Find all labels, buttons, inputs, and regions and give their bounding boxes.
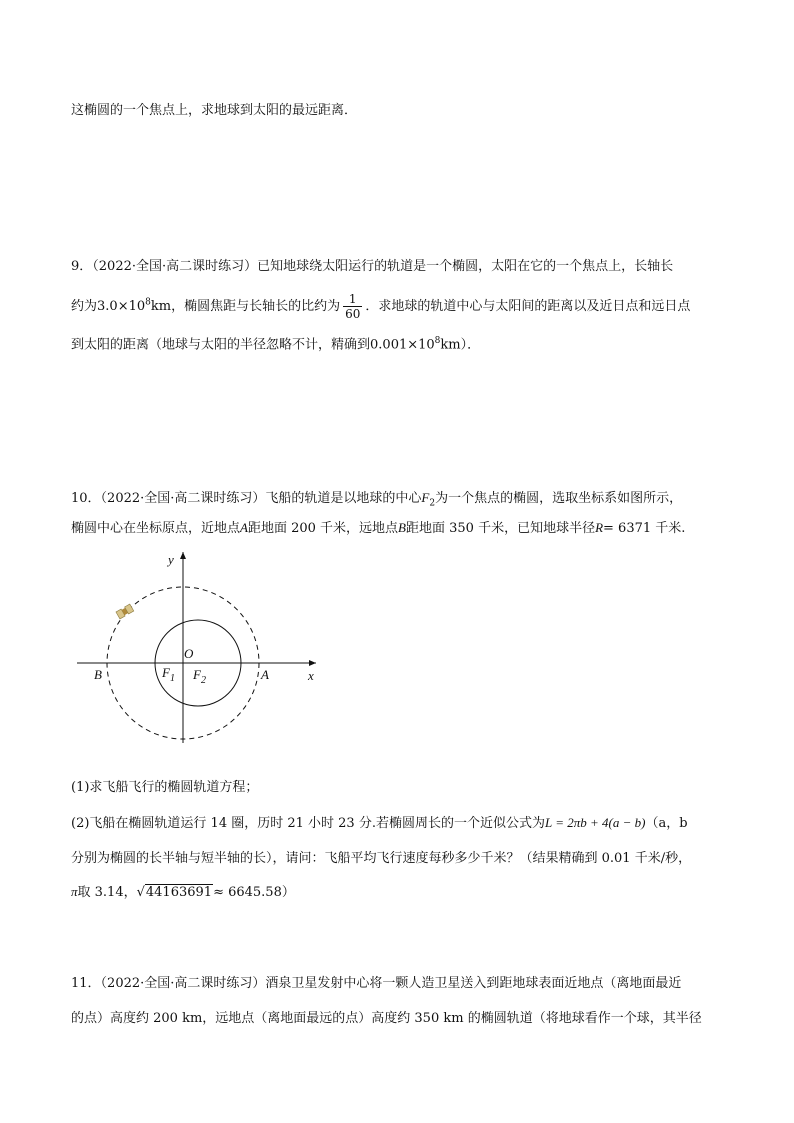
q10-part-1: (1)求飞船飞行的椭圆轨道方程； bbox=[71, 780, 259, 795]
q11-line-2: 的点）高度约 200 km，远地点（离地面最远的点）高度约 350 km 的椭圆轨道（将地球看作一个球，其半径 bbox=[71, 1011, 702, 1026]
q9-line-1: 9．（2022·全国·高二课时练习）已知地球绕太阳运行的轨道是一个椭圆，太阳在它的一个焦点上，长轴长 bbox=[71, 259, 674, 274]
q11-line-1: 11．（2022·全国·高二课时练习）酒泉卫星发射中心将一颗人造卫星送入到距地球表面近地点（离地面最近 bbox=[71, 976, 682, 991]
q9-line-3: 到太阳的距离（地球与太阳的半径忽略不计，精确到$0.001\times 10^8km$）． bbox=[71, 336, 481, 353]
q10-line-1: 10．（2022·全国·高二课时练习）飞船的轨道是以地球的中心$F_2$为一个焦点的椭圆，选取坐标系如图所示， bbox=[71, 490, 683, 509]
label-y: y bbox=[168, 552, 174, 567]
label-F1: $F_1$ bbox=[162, 665, 175, 684]
q9-fraction: $\frac{1}{60}$ bbox=[345, 292, 361, 321]
label-x: x bbox=[308, 668, 314, 683]
perimeter-formula: L = 2πb + 4(a − b) bbox=[544, 815, 646, 830]
sqrt-expression: √44163691 bbox=[136, 885, 213, 900]
q8-tail: 这椭圆的一个焦点上，求地球到太阳的最远距离． bbox=[71, 103, 358, 118]
orbit-figure bbox=[72, 548, 332, 748]
label-O: O bbox=[184, 646, 194, 661]
label-B: B bbox=[94, 667, 102, 682]
q9-line-2: 约为$3.0\times 10^8km$，椭圆焦距与长轴长的比约为 $\frac{1}{60}$ ．求地球的轨道中心与太阳间的距离以及近日点和远日点 bbox=[71, 292, 691, 321]
q10-line-2: 椭圆中心在坐标原点，近地点A距地面 200 千米，远地点B距地面 350 千米，已知地球半径R= 6371 千米. bbox=[71, 520, 686, 536]
q10-part-2-line-3: π取 3.14，√44163691≈ 6645.58） bbox=[71, 884, 295, 900]
q10-part-2-line-1: (2)飞船在椭圆轨道运行 14 圈，历时 21 小时 23 分.若椭圆周长的一个近似公式为L = 2πb + 4(a − b)（a，b bbox=[71, 815, 688, 831]
label-A: A bbox=[261, 667, 269, 682]
label-F2: $F_2$ bbox=[193, 667, 206, 686]
satellite-icon bbox=[116, 604, 134, 619]
q10-part-2-line-2: 分别为椭圆的长半轴与短半轴的长），请问：飞船平均飞行速度每秒多少千米？（结果精确到 0.01 千米/秒， bbox=[71, 851, 692, 866]
